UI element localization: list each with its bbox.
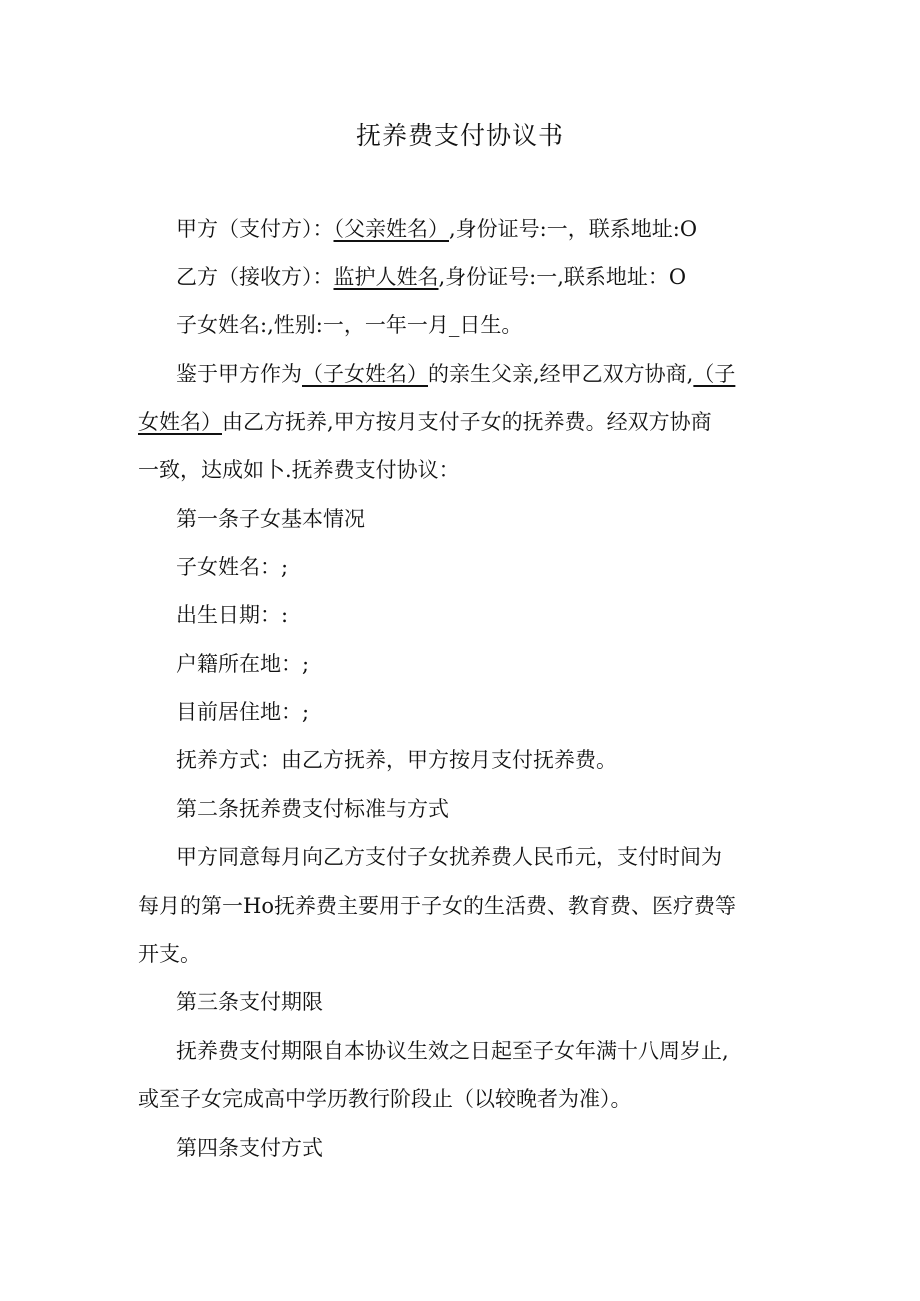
article-3-line-2: 或至子女完成高中学历教行阶段止（以较晚者为准）。	[138, 1087, 632, 1111]
article-3-heading: 第三条支付期限	[176, 990, 323, 1014]
party-b-name-blank: 监护人姓名	[333, 265, 439, 289]
article-2-heading: 第二条抚养费支付标准与方式	[176, 797, 449, 821]
article-4-heading: 第四条支付方式	[176, 1136, 323, 1160]
birth-date-field: 出生日期：:	[176, 603, 289, 627]
household-field: 户籍所在地：;	[176, 652, 310, 676]
party-a-prefix: 甲方（支付方）：	[176, 217, 334, 241]
article-3-line-1: 抚养费支付期限自本协议生效之日起至子女年满十八周岁止,	[176, 1039, 729, 1063]
residence-field: 目前居住地：;	[176, 700, 310, 724]
article-2-line-3: 开支。	[138, 942, 201, 966]
preamble-line-3: 一致，达成如卜.抚养费支付协议：	[138, 458, 460, 482]
party-b-suffix: ,身份证号:一,联系地址：O	[438, 265, 687, 289]
preamble-line-1	[176, 359, 735, 389]
article-2-line-2: 每月的第一Ho抚养费主要用于子女的生活费、教育费、医疗费等	[138, 894, 736, 918]
party-a-suffix: ,身份证号:一，联系地址:O	[449, 217, 698, 241]
document-title: 抚养费支付协议书	[355, 121, 564, 150]
child-name-blank: （子女姓名）	[302, 362, 428, 386]
child-info-line: 子女姓名:,性别:一，一年一月_日生。	[176, 313, 523, 337]
party-b-line	[176, 262, 686, 292]
preamble-text: 的亲生父亲,经甲乙双方协商,	[428, 362, 694, 386]
child-name-field: 子女姓名：;	[176, 555, 289, 579]
preamble-line-2	[138, 407, 712, 437]
article-2-line-1: 甲方同意每月向乙方支付子女扰养费人民币元，支付时间为	[176, 845, 722, 869]
article-1-heading: 第一条子女基本情况	[176, 507, 365, 531]
party-b-prefix: 乙方（接收方）：	[176, 265, 334, 289]
preamble-text: 鉴于甲方作为	[176, 362, 302, 386]
child-name-blank: （子	[693, 362, 736, 386]
party-a-name-blank: （父亲姓名）	[333, 217, 449, 241]
child-name-blank: 女姓名）	[138, 410, 222, 434]
preamble-text: 由乙方抚养,甲方按月支付子女的抚养费。经双方协商	[222, 410, 712, 434]
custody-field: 抚养方式：由乙方抚养，甲方按月支付抚养费。	[176, 748, 617, 772]
party-a-line	[176, 214, 697, 244]
